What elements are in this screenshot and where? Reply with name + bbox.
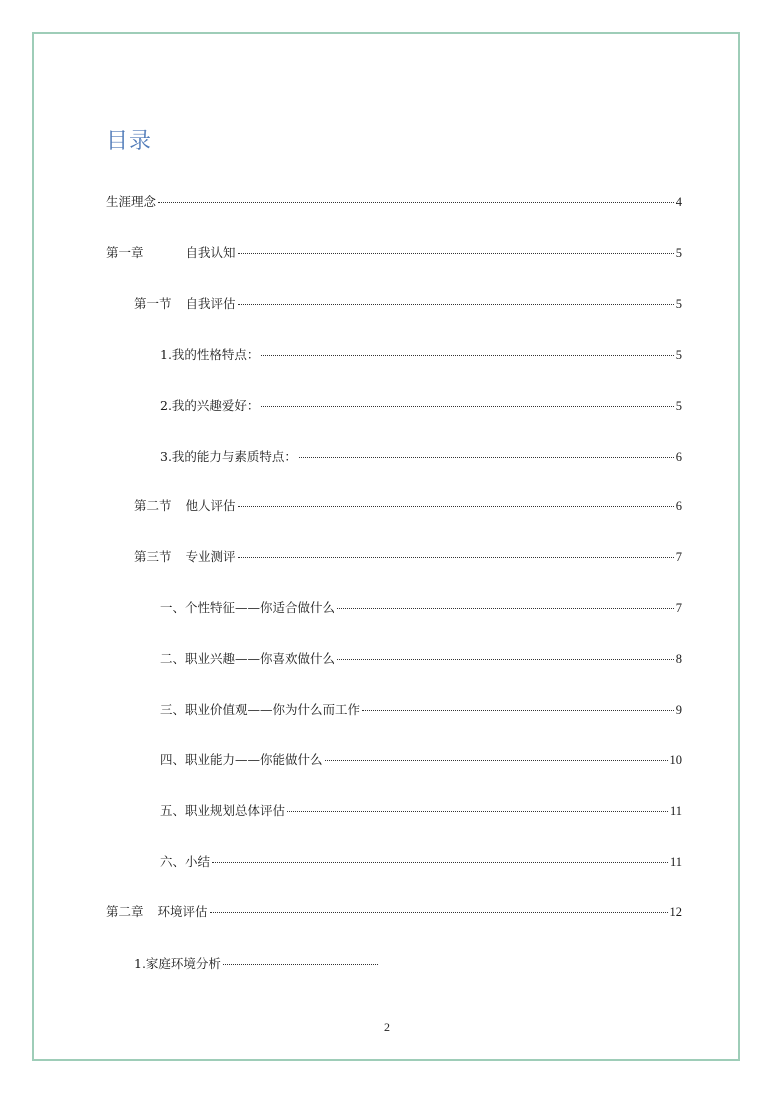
toc-entry-career-values[interactable] [160,700,682,720]
toc-entry-subtitle: 专业测评 [185,549,236,564]
dot-leader [299,456,674,458]
toc-entry-chapter-1[interactable] [106,243,682,263]
toc-entry-subtitle: 环境评估 [157,904,208,919]
toc-entry-page: 11 [669,855,682,869]
toc-entry-label: 第二章 [106,904,144,919]
toc-entry-career-philosophy[interactable] [106,192,682,212]
toc-entry-page: 5 [675,246,682,260]
toc-entry-family-environment[interactable] [134,954,380,974]
toc-entry-page: 7 [675,550,682,564]
toc-entry-subtitle: 自我评估 [185,296,236,311]
dot-leader [223,963,378,965]
dot-leader [261,354,673,356]
toc-entry-page: 5 [675,297,682,311]
toc-entry-abilities[interactable] [160,447,682,467]
toc-entry-page: 6 [675,499,682,513]
toc-entry-label: 1.我的性格特点： [160,347,260,362]
toc-entry-label: 生涯理念 [106,194,157,209]
dot-leader [261,405,673,407]
toc-entry-label: 三、职业价值观——你为什么而工作 [160,702,361,717]
toc-entry-section-1-2[interactable] [134,496,682,516]
toc-entry-page: 12 [669,905,682,919]
toc-entry-label: 六、小结 [160,854,211,869]
dot-leader [325,759,668,761]
dot-leader [238,556,674,558]
dot-leader [238,252,674,254]
dot-leader [337,607,674,609]
toc-entry-personality[interactable] [160,345,682,365]
toc-entry-page: 7 [675,601,682,615]
dot-leader [238,505,674,507]
page-number: 2 [384,1020,390,1034]
toc-entry-page: 6 [675,450,682,464]
toc-entry-subtitle: 自我认知 [185,245,236,260]
toc-entry-career-abilities[interactable] [160,750,682,770]
toc-entry-label: 四、职业能力——你能做什么 [160,752,323,767]
toc-entry-page: 5 [675,348,682,362]
toc-entry-interests[interactable] [160,396,682,416]
toc-entry-page: 5 [675,399,682,413]
toc-entry-label: 1.家庭环境分析 [134,956,221,971]
toc-title: 目录 [106,129,153,154]
toc-entry-section-1-3[interactable] [134,547,682,567]
toc-entry-label: 五、职业规划总体评估 [160,803,286,818]
toc-entry-personality-traits[interactable] [160,598,682,618]
toc-entry-label: 二、职业兴趣——你喜欢做什么 [160,651,336,666]
toc-entry-page: 10 [669,753,682,767]
toc-entry-page: 4 [675,195,682,209]
dot-leader [337,658,674,660]
dot-leader [287,810,668,812]
dot-leader [362,709,674,711]
toc-entry-label: 一、个性特征——你适合做什么 [160,600,336,615]
dot-leader [238,303,674,305]
dot-leader [210,911,668,913]
toc-entry-label: 第一章 [106,245,144,260]
dot-leader [158,201,674,203]
toc-entry-overall-assessment[interactable] [160,801,682,821]
toc-entry-section-1-1[interactable] [134,294,682,314]
toc-entry-summary[interactable] [160,852,682,872]
toc-entry-subtitle: 他人评估 [185,498,236,513]
toc-entry-career-interests[interactable] [160,649,682,669]
toc-entry-label: 3.我的能力与素质特点： [160,449,297,464]
toc-entry-page: 9 [675,703,682,717]
toc-entry-label: 第三节 [134,549,172,564]
dot-leader [212,861,668,863]
toc-entry-label: 第二节 [134,498,172,513]
toc-entry-page: 11 [669,804,682,818]
toc-entry-label: 2.我的兴趣爱好： [160,398,260,413]
toc-entry-label: 第一节 [134,296,172,311]
toc-entry-page: 8 [675,652,682,666]
toc-entry-chapter-2[interactable] [106,902,682,922]
